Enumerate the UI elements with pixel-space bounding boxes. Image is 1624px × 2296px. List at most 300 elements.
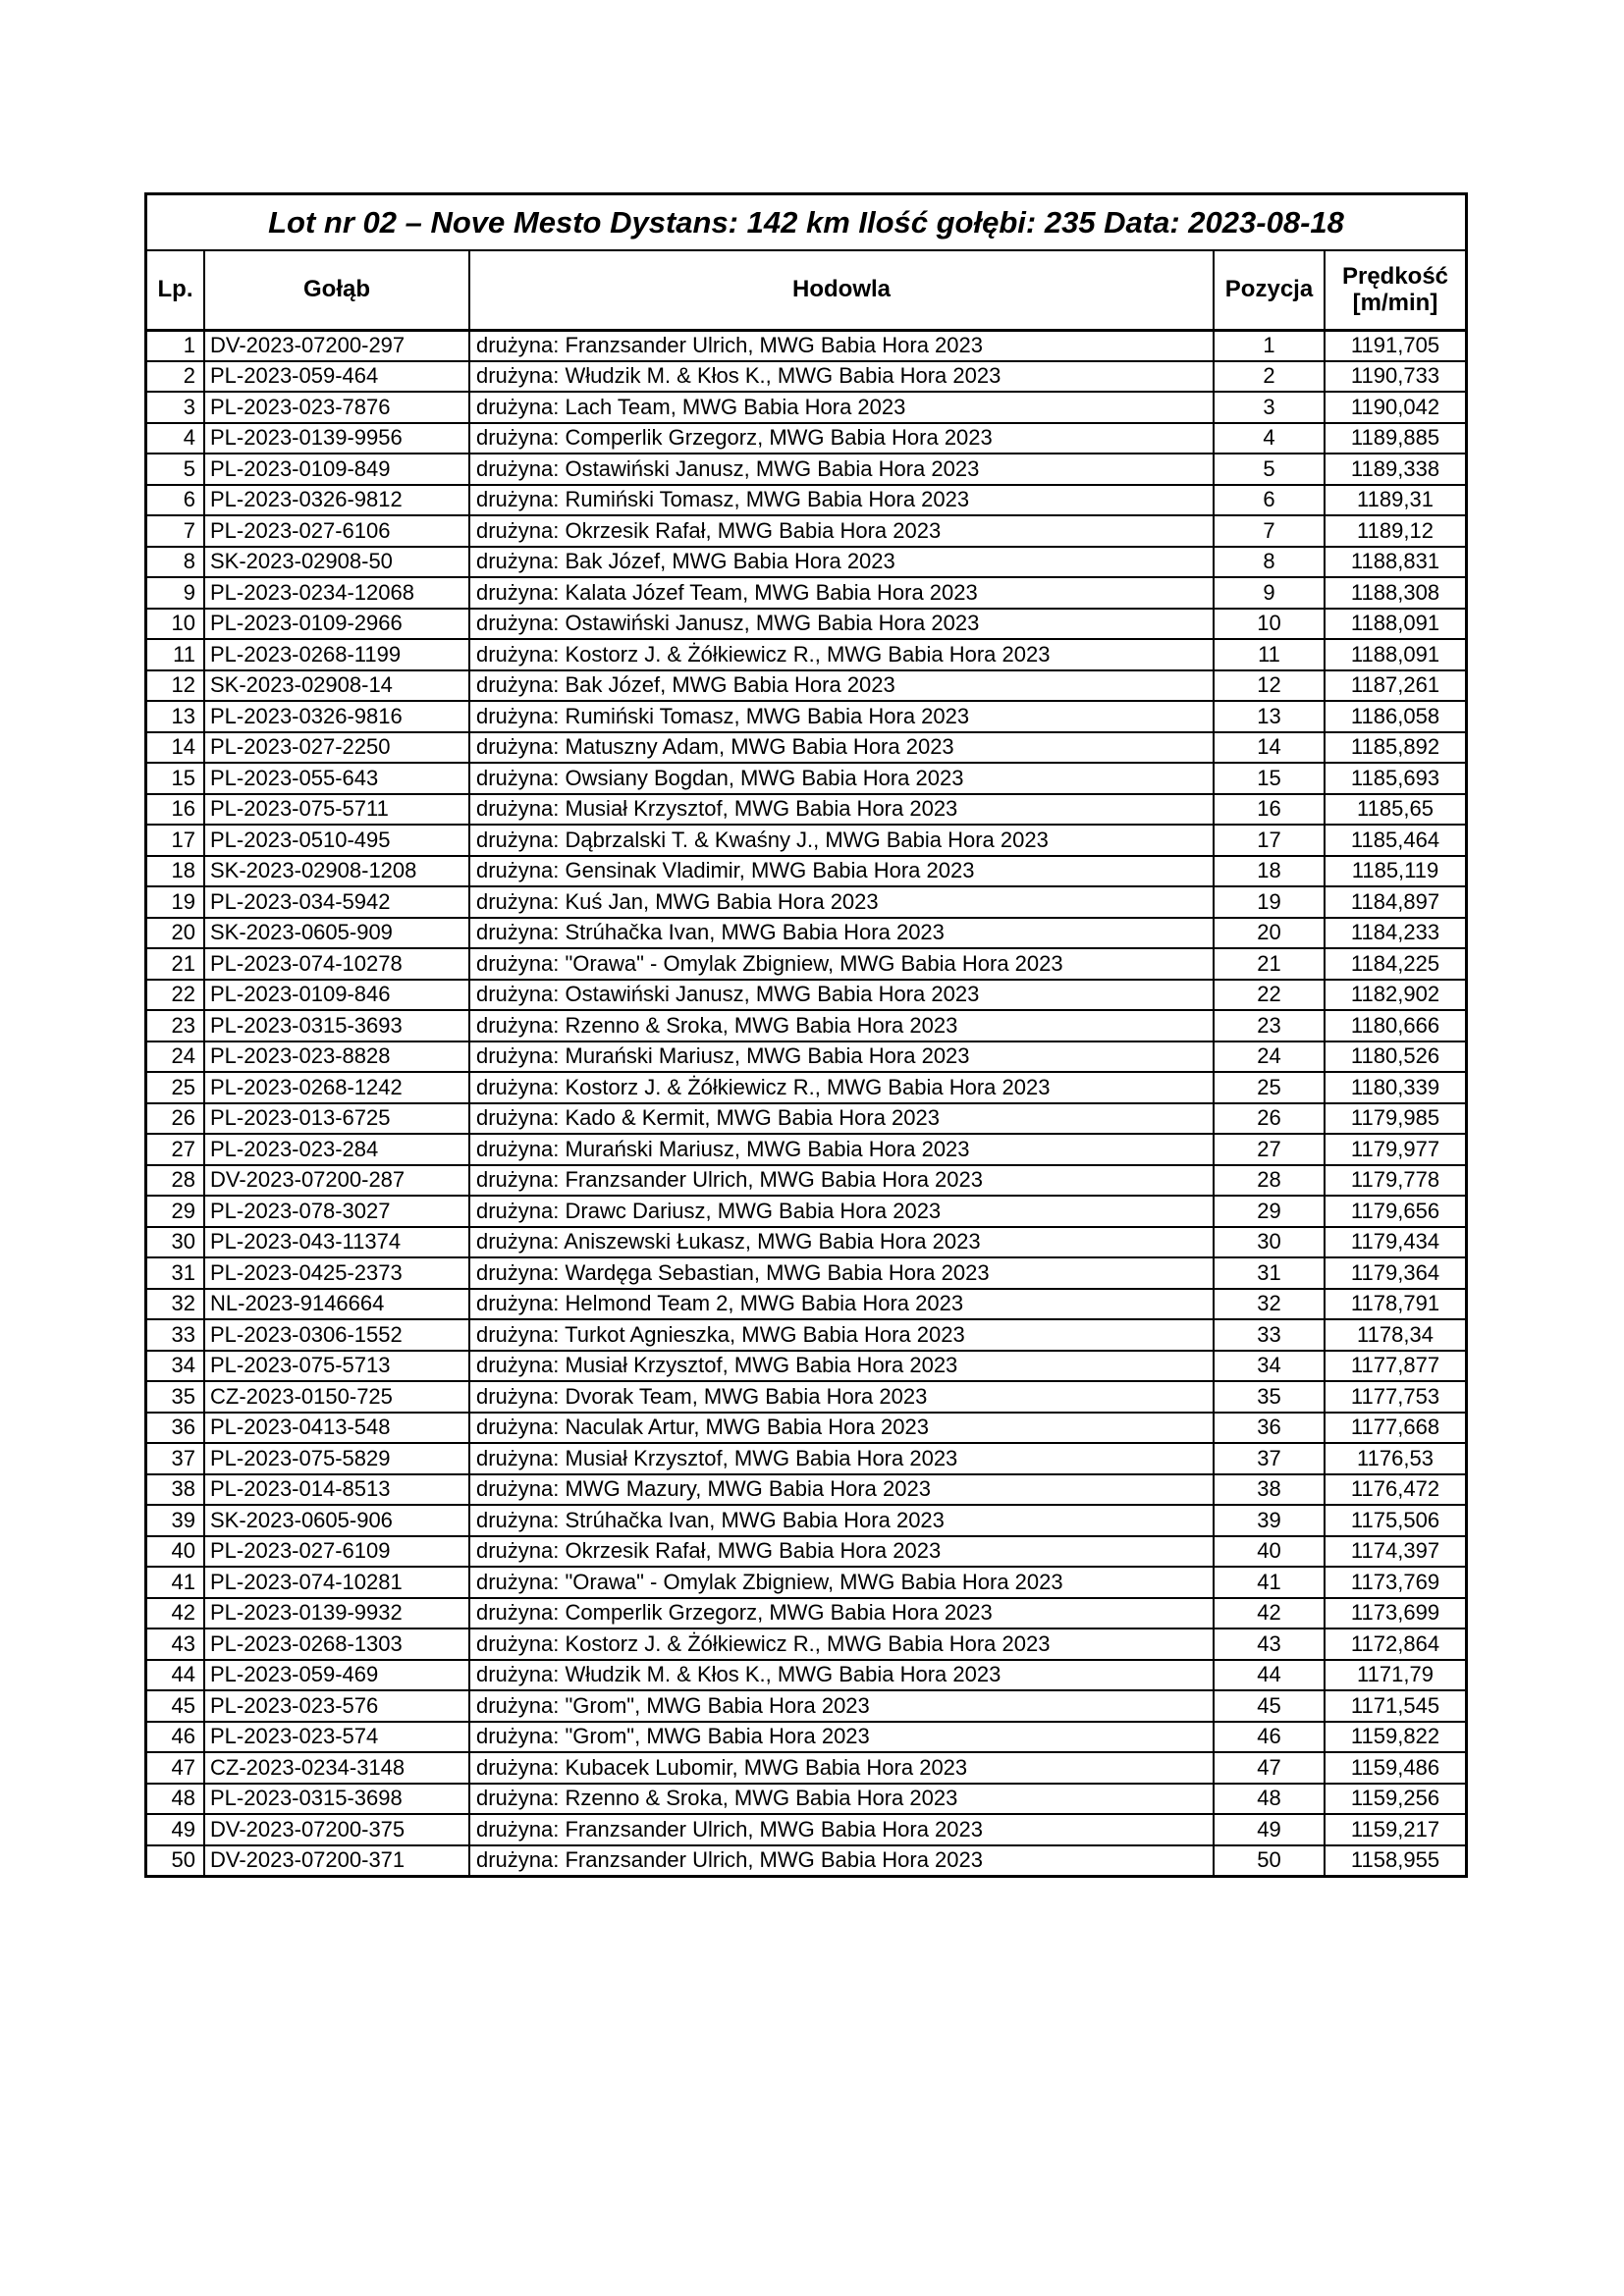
table-row xyxy=(146,392,1466,423)
speed-cell: 1182,902 xyxy=(1325,980,1466,1011)
speed-cell: 1190,042 xyxy=(1325,392,1466,423)
position-cell: 16 xyxy=(1214,794,1325,826)
race-title: Lot nr 02 – Nove Mesto Dystans: 142 km Ilość gołębi: 235 Data: 2023-08-18 xyxy=(146,194,1466,250)
position-cell: 36 xyxy=(1214,1413,1325,1444)
table-row xyxy=(146,1257,1466,1289)
table-row xyxy=(146,1196,1466,1227)
breeder-cell: drużyna: Rzenno & Sroka, MWG Babia Hora 2023 xyxy=(469,1784,1214,1815)
header-row xyxy=(146,250,1466,330)
breeder-cell: drużyna: Dąbrzalski T. & Kwaśny J., MWG Babia Hora 2023 xyxy=(469,825,1214,856)
breeder-cell: drużyna: Rumiński Tomasz, MWG Babia Hora 2023 xyxy=(469,701,1214,732)
position-cell: 39 xyxy=(1214,1505,1325,1536)
ring-cell: PL-2023-034-5942 xyxy=(204,886,469,918)
lp-cell: 21 xyxy=(146,948,204,980)
ring-cell: PL-2023-059-469 xyxy=(204,1660,469,1691)
lp-cell: 45 xyxy=(146,1690,204,1722)
speed-cell: 1177,753 xyxy=(1325,1381,1466,1413)
position-cell: 7 xyxy=(1214,515,1325,547)
breeder-cell: drużyna: "Orawa" - Omylak Zbigniew, MWG Babia Hora 2023 xyxy=(469,1567,1214,1598)
ring-cell: PL-2023-043-11374 xyxy=(204,1227,469,1258)
position-cell: 29 xyxy=(1214,1196,1325,1227)
ring-cell: PL-2023-0268-1199 xyxy=(204,639,469,670)
breeder-cell: drużyna: Kostorz J. & Żółkiewicz R., MWG Babia Hora 2023 xyxy=(469,1072,1214,1103)
position-cell: 40 xyxy=(1214,1536,1325,1568)
speed-cell: 1185,693 xyxy=(1325,763,1466,794)
ring-cell: DV-2023-07200-371 xyxy=(204,1845,469,1877)
position-cell: 11 xyxy=(1214,639,1325,670)
ring-cell: PL-2023-0413-548 xyxy=(204,1413,469,1444)
breeder-cell: drużyna: Ostawiński Janusz, MWG Babia Hora 2023 xyxy=(469,980,1214,1011)
position-cell: 50 xyxy=(1214,1845,1325,1877)
table-row xyxy=(146,886,1466,918)
breeder-cell: drużyna: Strúhačka Ivan, MWG Babia Hora 2023 xyxy=(469,1505,1214,1536)
ring-cell: DV-2023-07200-375 xyxy=(204,1814,469,1845)
ring-cell: NL-2023-9146664 xyxy=(204,1289,469,1320)
ring-cell: PL-2023-075-5829 xyxy=(204,1443,469,1474)
table-row xyxy=(146,918,1466,949)
lp-cell: 38 xyxy=(146,1474,204,1506)
ring-cell: PL-2023-023-284 xyxy=(204,1134,469,1165)
ring-cell: PL-2023-0268-1303 xyxy=(204,1629,469,1660)
lp-cell: 42 xyxy=(146,1598,204,1629)
column-header-predkosc-line1: Prędkość xyxy=(1341,262,1449,290)
lp-cell: 32 xyxy=(146,1289,204,1320)
breeder-cell: drużyna: Okrzesik Rafał, MWG Babia Hora 2023 xyxy=(469,515,1214,547)
speed-cell: 1175,506 xyxy=(1325,1505,1466,1536)
table-row xyxy=(146,1505,1466,1536)
lp-cell: 26 xyxy=(146,1103,204,1135)
lp-cell: 7 xyxy=(146,515,204,547)
table-row xyxy=(146,1289,1466,1320)
breeder-cell: drużyna: Okrzesik Rafał, MWG Babia Hora 2023 xyxy=(469,1536,1214,1568)
lp-cell: 48 xyxy=(146,1784,204,1815)
breeder-cell: drużyna: Comperlik Grzegorz, MWG Babia Hora 2023 xyxy=(469,1598,1214,1629)
breeder-cell: drużyna: Turkot Agnieszka, MWG Babia Hora 2023 xyxy=(469,1319,1214,1351)
position-cell: 27 xyxy=(1214,1134,1325,1165)
lp-cell: 37 xyxy=(146,1443,204,1474)
position-cell: 2 xyxy=(1214,361,1325,393)
ring-cell: PL-2023-059-464 xyxy=(204,361,469,393)
breeder-cell: drużyna: Dvorak Team, MWG Babia Hora 2023 xyxy=(469,1381,1214,1413)
table-row xyxy=(146,1784,1466,1815)
lp-cell: 13 xyxy=(146,701,204,732)
breeder-cell: drużyna: Włudzik M. & Kłos K., MWG Babia Hora 2023 xyxy=(469,361,1214,393)
breeder-cell: drużyna: Helmond Team 2, MWG Babia Hora 2023 xyxy=(469,1289,1214,1320)
column-header-predkosc xyxy=(1325,250,1466,330)
lp-cell: 1 xyxy=(146,330,204,361)
speed-cell: 1173,769 xyxy=(1325,1567,1466,1598)
position-cell: 18 xyxy=(1214,856,1325,887)
lp-cell: 16 xyxy=(146,794,204,826)
lp-cell: 50 xyxy=(146,1845,204,1877)
position-cell: 15 xyxy=(1214,763,1325,794)
position-cell: 26 xyxy=(1214,1103,1325,1135)
ring-cell: PL-2023-0315-3698 xyxy=(204,1784,469,1815)
results-sheet xyxy=(145,193,1465,1877)
position-cell: 8 xyxy=(1214,547,1325,578)
lp-cell: 25 xyxy=(146,1072,204,1103)
breeder-cell: drużyna: Musiał Krzysztof, MWG Babia Hora 2023 xyxy=(469,1351,1214,1382)
ring-cell: CZ-2023-0234-3148 xyxy=(204,1752,469,1784)
table-row xyxy=(146,1165,1466,1197)
breeder-cell: drużyna: Owsiany Bogdan, MWG Babia Hora 2023 xyxy=(469,763,1214,794)
breeder-cell: drużyna: Murański Mariusz, MWG Babia Hora 2023 xyxy=(469,1041,1214,1073)
position-cell: 10 xyxy=(1214,609,1325,640)
position-cell: 25 xyxy=(1214,1072,1325,1103)
column-header-hodowla: Hodowla xyxy=(469,250,1214,330)
results-body xyxy=(146,330,1466,1876)
breeder-cell: drużyna: Matuszny Adam, MWG Babia Hora 2023 xyxy=(469,732,1214,764)
breeder-cell: drużyna: "Grom", MWG Babia Hora 2023 xyxy=(469,1690,1214,1722)
lp-cell: 31 xyxy=(146,1257,204,1289)
speed-cell: 1158,955 xyxy=(1325,1845,1466,1877)
ring-cell: PL-2023-055-643 xyxy=(204,763,469,794)
table-row xyxy=(146,794,1466,826)
speed-cell: 1179,434 xyxy=(1325,1227,1466,1258)
lp-cell: 17 xyxy=(146,825,204,856)
position-cell: 19 xyxy=(1214,886,1325,918)
breeder-cell: drużyna: Kuś Jan, MWG Babia Hora 2023 xyxy=(469,886,1214,918)
speed-cell: 1159,822 xyxy=(1325,1722,1466,1753)
column-header-pozycja: Pozycja xyxy=(1214,250,1325,330)
position-cell: 4 xyxy=(1214,423,1325,454)
breeder-cell: drużyna: Comperlik Grzegorz, MWG Babia Hora 2023 xyxy=(469,423,1214,454)
breeder-cell: drużyna: Strúhačka Ivan, MWG Babia Hora 2023 xyxy=(469,918,1214,949)
ring-cell: PL-2023-0326-9816 xyxy=(204,701,469,732)
ring-cell: PL-2023-074-10278 xyxy=(204,948,469,980)
table-row xyxy=(146,732,1466,764)
ring-cell: PL-2023-027-2250 xyxy=(204,732,469,764)
lp-cell: 40 xyxy=(146,1536,204,1568)
speed-cell: 1179,977 xyxy=(1325,1134,1466,1165)
position-cell: 13 xyxy=(1214,701,1325,732)
ring-cell: PL-2023-0425-2373 xyxy=(204,1257,469,1289)
lp-cell: 39 xyxy=(146,1505,204,1536)
table-row xyxy=(146,547,1466,578)
speed-cell: 1189,12 xyxy=(1325,515,1466,547)
lp-cell: 44 xyxy=(146,1660,204,1691)
lp-cell: 47 xyxy=(146,1752,204,1784)
breeder-cell: drużyna: Murański Mariusz, MWG Babia Hora 2023 xyxy=(469,1134,1214,1165)
ring-cell: PL-2023-0306-1552 xyxy=(204,1319,469,1351)
ring-cell: PL-2023-0109-2966 xyxy=(204,609,469,640)
table-row xyxy=(146,330,1466,361)
speed-cell: 1184,897 xyxy=(1325,886,1466,918)
position-cell: 46 xyxy=(1214,1722,1325,1753)
ring-cell: PL-2023-0139-9956 xyxy=(204,423,469,454)
table-row xyxy=(146,1536,1466,1568)
race-results-table xyxy=(145,193,1467,1877)
table-row xyxy=(146,1134,1466,1165)
position-cell: 17 xyxy=(1214,825,1325,856)
table-row xyxy=(146,515,1466,547)
table-row xyxy=(146,1845,1466,1877)
breeder-cell: drużyna: Włudzik M. & Kłos K., MWG Babia Hora 2023 xyxy=(469,1660,1214,1691)
speed-cell: 1179,778 xyxy=(1325,1165,1466,1197)
ring-cell: DV-2023-07200-287 xyxy=(204,1165,469,1197)
breeder-cell: drużyna: Franzsander Ulrich, MWG Babia Hora 2023 xyxy=(469,1845,1214,1877)
position-cell: 21 xyxy=(1214,948,1325,980)
lp-cell: 30 xyxy=(146,1227,204,1258)
ring-cell: PL-2023-0109-849 xyxy=(204,454,469,485)
breeder-cell: drużyna: Lach Team, MWG Babia Hora 2023 xyxy=(469,392,1214,423)
speed-cell: 1189,31 xyxy=(1325,485,1466,516)
table-row xyxy=(146,980,1466,1011)
speed-cell: 1180,666 xyxy=(1325,1010,1466,1041)
speed-cell: 1185,65 xyxy=(1325,794,1466,826)
position-cell: 32 xyxy=(1214,1289,1325,1320)
position-cell: 48 xyxy=(1214,1784,1325,1815)
lp-cell: 35 xyxy=(146,1381,204,1413)
speed-cell: 1188,091 xyxy=(1325,609,1466,640)
breeder-cell: drużyna: Wardęga Sebastian, MWG Babia Hora 2023 xyxy=(469,1257,1214,1289)
lp-cell: 6 xyxy=(146,485,204,516)
ring-cell: SK-2023-0605-906 xyxy=(204,1505,469,1536)
table-row xyxy=(146,423,1466,454)
ring-cell: PL-2023-0234-12068 xyxy=(204,577,469,609)
position-cell: 44 xyxy=(1214,1660,1325,1691)
table-row xyxy=(146,1690,1466,1722)
breeder-cell: drużyna: MWG Mazury, MWG Babia Hora 2023 xyxy=(469,1474,1214,1506)
table-row xyxy=(146,825,1466,856)
breeder-cell: drużyna: Naculak Artur, MWG Babia Hora 2023 xyxy=(469,1413,1214,1444)
lp-cell: 34 xyxy=(146,1351,204,1382)
ring-cell: PL-2023-014-8513 xyxy=(204,1474,469,1506)
position-cell: 49 xyxy=(1214,1814,1325,1845)
breeder-cell: drużyna: Kostorz J. & Żółkiewicz R., MWG Babia Hora 2023 xyxy=(469,1629,1214,1660)
ring-cell: PL-2023-027-6109 xyxy=(204,1536,469,1568)
breeder-cell: drużyna: "Orawa" - Omylak Zbigniew, MWG Babia Hora 2023 xyxy=(469,948,1214,980)
speed-cell: 1171,79 xyxy=(1325,1660,1466,1691)
position-cell: 43 xyxy=(1214,1629,1325,1660)
table-row xyxy=(146,1598,1466,1629)
lp-cell: 43 xyxy=(146,1629,204,1660)
breeder-cell: drużyna: Ostawiński Janusz, MWG Babia Hora 2023 xyxy=(469,609,1214,640)
position-cell: 23 xyxy=(1214,1010,1325,1041)
speed-cell: 1187,261 xyxy=(1325,670,1466,702)
position-cell: 34 xyxy=(1214,1351,1325,1382)
speed-cell: 1185,119 xyxy=(1325,856,1466,887)
speed-cell: 1191,705 xyxy=(1325,330,1466,361)
lp-cell: 49 xyxy=(146,1814,204,1845)
lp-cell: 29 xyxy=(146,1196,204,1227)
breeder-cell: drużyna: Franzsander Ulrich, MWG Babia Hora 2023 xyxy=(469,330,1214,361)
table-row xyxy=(146,1660,1466,1691)
position-cell: 37 xyxy=(1214,1443,1325,1474)
position-cell: 12 xyxy=(1214,670,1325,702)
speed-cell: 1177,877 xyxy=(1325,1351,1466,1382)
position-cell: 38 xyxy=(1214,1474,1325,1506)
lp-cell: 9 xyxy=(146,577,204,609)
speed-cell: 1186,058 xyxy=(1325,701,1466,732)
breeder-cell: drużyna: Kubacek Lubomir, MWG Babia Hora 2023 xyxy=(469,1752,1214,1784)
speed-cell: 1188,308 xyxy=(1325,577,1466,609)
lp-cell: 28 xyxy=(146,1165,204,1197)
speed-cell: 1180,526 xyxy=(1325,1041,1466,1073)
table-row xyxy=(146,670,1466,702)
lp-cell: 19 xyxy=(146,886,204,918)
breeder-cell: drużyna: Kado & Kermit, MWG Babia Hora 2023 xyxy=(469,1103,1214,1135)
position-cell: 45 xyxy=(1214,1690,1325,1722)
position-cell: 1 xyxy=(1214,330,1325,361)
position-cell: 35 xyxy=(1214,1381,1325,1413)
table-row xyxy=(146,454,1466,485)
position-cell: 9 xyxy=(1214,577,1325,609)
title-row xyxy=(146,194,1466,250)
speed-cell: 1178,34 xyxy=(1325,1319,1466,1351)
ring-cell: PL-2023-0326-9812 xyxy=(204,485,469,516)
table-row xyxy=(146,1413,1466,1444)
column-header-predkosc-line2: [m/min] xyxy=(1352,290,1438,317)
table-row xyxy=(146,763,1466,794)
ring-cell: PL-2023-0109-846 xyxy=(204,980,469,1011)
position-cell: 5 xyxy=(1214,454,1325,485)
lp-cell: 22 xyxy=(146,980,204,1011)
lp-cell: 12 xyxy=(146,670,204,702)
speed-cell: 1188,831 xyxy=(1325,547,1466,578)
position-cell: 33 xyxy=(1214,1319,1325,1351)
breeder-cell: drużyna: Aniszewski Łukasz, MWG Babia Hora 2023 xyxy=(469,1227,1214,1258)
lp-cell: 36 xyxy=(146,1413,204,1444)
lp-cell: 4 xyxy=(146,423,204,454)
position-cell: 24 xyxy=(1214,1041,1325,1073)
breeder-cell: drużyna: Drawc Dariusz, MWG Babia Hora 2023 xyxy=(469,1196,1214,1227)
table-row xyxy=(146,1227,1466,1258)
table-row xyxy=(146,1319,1466,1351)
position-cell: 28 xyxy=(1214,1165,1325,1197)
breeder-cell: drużyna: "Grom", MWG Babia Hora 2023 xyxy=(469,1722,1214,1753)
lp-cell: 11 xyxy=(146,639,204,670)
speed-cell: 1159,256 xyxy=(1325,1784,1466,1815)
position-cell: 6 xyxy=(1214,485,1325,516)
ring-cell: PL-2023-075-5713 xyxy=(204,1351,469,1382)
speed-cell: 1189,885 xyxy=(1325,423,1466,454)
table-row xyxy=(146,609,1466,640)
speed-cell: 1179,985 xyxy=(1325,1103,1466,1135)
position-cell: 41 xyxy=(1214,1567,1325,1598)
table-row xyxy=(146,1010,1466,1041)
lp-cell: 27 xyxy=(146,1134,204,1165)
speed-cell: 1179,656 xyxy=(1325,1196,1466,1227)
position-cell: 22 xyxy=(1214,980,1325,1011)
ring-cell: PL-2023-023-576 xyxy=(204,1690,469,1722)
breeder-cell: drużyna: Bak Józef, MWG Babia Hora 2023 xyxy=(469,547,1214,578)
ring-cell: PL-2023-0315-3693 xyxy=(204,1010,469,1041)
speed-cell: 1177,668 xyxy=(1325,1413,1466,1444)
ring-cell: SK-2023-02908-14 xyxy=(204,670,469,702)
speed-cell: 1185,464 xyxy=(1325,825,1466,856)
lp-cell: 18 xyxy=(146,856,204,887)
speed-cell: 1159,486 xyxy=(1325,1752,1466,1784)
table-row xyxy=(146,361,1466,393)
ring-cell: PL-2023-013-6725 xyxy=(204,1103,469,1135)
position-cell: 31 xyxy=(1214,1257,1325,1289)
ring-cell: PL-2023-023-8828 xyxy=(204,1041,469,1073)
lp-cell: 2 xyxy=(146,361,204,393)
speed-cell: 1179,364 xyxy=(1325,1257,1466,1289)
column-header-golab: Gołąb xyxy=(204,250,469,330)
speed-cell: 1176,53 xyxy=(1325,1443,1466,1474)
lp-cell: 15 xyxy=(146,763,204,794)
breeder-cell: drużyna: Kostorz J. & Żółkiewicz R., MWG Babia Hora 2023 xyxy=(469,639,1214,670)
ring-cell: SK-2023-02908-1208 xyxy=(204,856,469,887)
speed-cell: 1190,733 xyxy=(1325,361,1466,393)
table-row xyxy=(146,1474,1466,1506)
ring-cell: SK-2023-0605-909 xyxy=(204,918,469,949)
table-row xyxy=(146,485,1466,516)
ring-cell: PL-2023-027-6106 xyxy=(204,515,469,547)
breeder-cell: drużyna: Franzsander Ulrich, MWG Babia Hora 2023 xyxy=(469,1814,1214,1845)
speed-cell: 1180,339 xyxy=(1325,1072,1466,1103)
table-row xyxy=(146,1443,1466,1474)
lp-cell: 3 xyxy=(146,392,204,423)
position-cell: 42 xyxy=(1214,1598,1325,1629)
ring-cell: PL-2023-078-3027 xyxy=(204,1196,469,1227)
table-row xyxy=(146,948,1466,980)
speed-cell: 1172,864 xyxy=(1325,1629,1466,1660)
breeder-cell: drużyna: Rumiński Tomasz, MWG Babia Hora 2023 xyxy=(469,485,1214,516)
table-row xyxy=(146,701,1466,732)
breeder-cell: drużyna: Kalata Józef Team, MWG Babia Hora 2023 xyxy=(469,577,1214,609)
breeder-cell: drużyna: Gensinak Vladimir, MWG Babia Hora 2023 xyxy=(469,856,1214,887)
speed-cell: 1188,091 xyxy=(1325,639,1466,670)
speed-cell: 1184,233 xyxy=(1325,918,1466,949)
ring-cell: PL-2023-023-7876 xyxy=(204,392,469,423)
table-row xyxy=(146,856,1466,887)
table-row xyxy=(146,1814,1466,1845)
breeder-cell: drużyna: Musiał Krzysztof, MWG Babia Hora 2023 xyxy=(469,1443,1214,1474)
table-row xyxy=(146,1041,1466,1073)
column-header-lp: Lp. xyxy=(146,250,204,330)
lp-cell: 23 xyxy=(146,1010,204,1041)
lp-cell: 46 xyxy=(146,1722,204,1753)
position-cell: 3 xyxy=(1214,392,1325,423)
position-cell: 30 xyxy=(1214,1227,1325,1258)
table-row xyxy=(146,1381,1466,1413)
ring-cell: PL-2023-074-10281 xyxy=(204,1567,469,1598)
ring-cell: PL-2023-023-574 xyxy=(204,1722,469,1753)
speed-cell: 1184,225 xyxy=(1325,948,1466,980)
lp-cell: 41 xyxy=(146,1567,204,1598)
speed-cell: 1178,791 xyxy=(1325,1289,1466,1320)
lp-cell: 20 xyxy=(146,918,204,949)
speed-cell: 1174,397 xyxy=(1325,1536,1466,1568)
speed-cell: 1185,892 xyxy=(1325,732,1466,764)
breeder-cell: drużyna: Musiał Krzysztof, MWG Babia Hora 2023 xyxy=(469,794,1214,826)
breeder-cell: drużyna: Rzenno & Sroka, MWG Babia Hora 2023 xyxy=(469,1010,1214,1041)
lp-cell: 33 xyxy=(146,1319,204,1351)
ring-cell: SK-2023-02908-50 xyxy=(204,547,469,578)
speed-cell: 1171,545 xyxy=(1325,1690,1466,1722)
position-cell: 14 xyxy=(1214,732,1325,764)
lp-cell: 8 xyxy=(146,547,204,578)
ring-cell: DV-2023-07200-297 xyxy=(204,330,469,361)
table-row xyxy=(146,1103,1466,1135)
position-cell: 20 xyxy=(1214,918,1325,949)
breeder-cell: drużyna: Bak Józef, MWG Babia Hora 2023 xyxy=(469,670,1214,702)
table-row xyxy=(146,1752,1466,1784)
table-row xyxy=(146,1629,1466,1660)
lp-cell: 10 xyxy=(146,609,204,640)
table-row xyxy=(146,1722,1466,1753)
position-cell: 47 xyxy=(1214,1752,1325,1784)
breeder-cell: drużyna: Ostawiński Janusz, MWG Babia Hora 2023 xyxy=(469,454,1214,485)
lp-cell: 5 xyxy=(146,454,204,485)
ring-cell: PL-2023-0268-1242 xyxy=(204,1072,469,1103)
ring-cell: PL-2023-0139-9932 xyxy=(204,1598,469,1629)
speed-cell: 1159,217 xyxy=(1325,1814,1466,1845)
speed-cell: 1176,472 xyxy=(1325,1474,1466,1506)
